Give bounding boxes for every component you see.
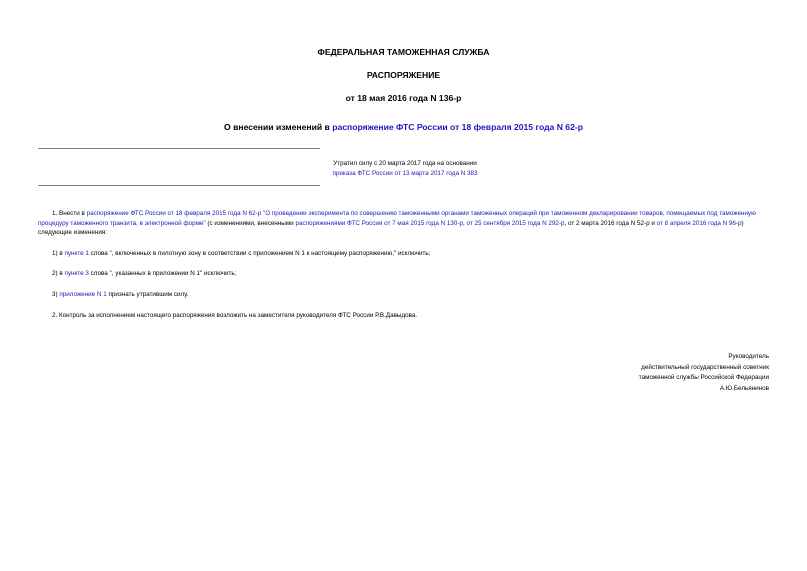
- signature-position: Руководитель: [728, 353, 769, 360]
- doc-title: [0, 122, 807, 132]
- sub-item-1: [52, 250, 430, 257]
- sub-item-3: [52, 291, 188, 298]
- agency-heading: ФЕДЕРАЛЬНАЯ ТАМОЖЕННАЯ СЛУЖБА: [317, 47, 490, 57]
- sub-item-2-text-a: 2) в: [52, 270, 65, 277]
- sub-item-1-text-a: 1) в: [52, 250, 65, 257]
- item-1-link-amend-2[interactable]: от 25 сентября 2015 года N 292-р: [466, 219, 565, 227]
- signature-block: [549, 352, 769, 394]
- divider-bottom: [38, 185, 320, 186]
- item-1-text-b: (с изменениями, внесенными: [205, 219, 296, 227]
- sub-item-3-text-b: признать утратившим силу.: [106, 291, 189, 298]
- item-1-link-amend-1[interactable]: распоряжениями ФТС России от 7 мая 2015 года N 130-р: [295, 219, 463, 227]
- item-1-link-title[interactable]: "О проведении эксперимента по совершению таможенными органами таможенных операций при таможенном декларировании товаров, помещаемых под таможенную процедуру таможенного транзита, в электронной форме": [38, 210, 756, 227]
- divider-top: [38, 148, 320, 149]
- item-1-text-e: ) следующие изменения:: [38, 219, 744, 237]
- signature-rank-2: таможенной службы Российской Федерации: [638, 374, 769, 382]
- signature-rank-1: действительный государственный советник: [641, 363, 769, 371]
- sub-item-2-link[interactable]: пункте 3: [64, 270, 89, 277]
- status-note: [300, 159, 510, 179]
- sub-item-3-text-a: 3): [52, 291, 60, 298]
- signature-name: А.Ю.Бельянинов: [719, 384, 769, 392]
- doc-title-prefix: О внесении изменений в: [224, 122, 333, 132]
- sub-item-3-link[interactable]: приложение N 1: [59, 291, 107, 298]
- status-note-text: Утратил силу с 20 марта 2017 года на основании: [333, 160, 477, 167]
- sub-item-1-text-b: слова ", включенных в пилотную зону в соответствии с приложением N 1 к настоящему распоряжению," исключить;: [88, 250, 431, 257]
- sub-item-2: [52, 270, 236, 277]
- sub-item-2-text-b: слова ", указанных в приложении N 1" исключить;: [88, 270, 237, 277]
- status-note-link[interactable]: приказа ФТС России от 13 марта 2017 года N 383: [332, 170, 478, 177]
- doc-title-link[interactable]: распоряжение ФТС России от 18 февраля 2015 года N 62-р: [332, 122, 583, 132]
- item-1-link-amend-3[interactable]: от 8 апреля 2016 года N 96-р: [656, 219, 742, 227]
- doc-date-number: от 18 мая 2016 года N 136-р: [345, 93, 462, 103]
- item-1-text-c: ,: [463, 219, 467, 227]
- item-1-text-d: , от 2 марта 2016 года N 52-р и: [564, 219, 657, 227]
- item-1-text-a: 1. Внести в: [52, 210, 87, 217]
- item-2-paragraph: 2. Контроль за исполнением настоящего распоряжения возложить на заместителя руководителя ФТС России Р.В.Давыдова.: [52, 312, 418, 319]
- sub-item-1-link[interactable]: пункте 1: [64, 250, 89, 257]
- item-1-link-order[interactable]: распоряжение ФТС России от 18 февраля 2015 года N 62-р: [86, 210, 262, 217]
- item-1-paragraph: [38, 209, 769, 238]
- doc-type-heading: РАСПОРЯЖЕНИЕ: [366, 70, 441, 80]
